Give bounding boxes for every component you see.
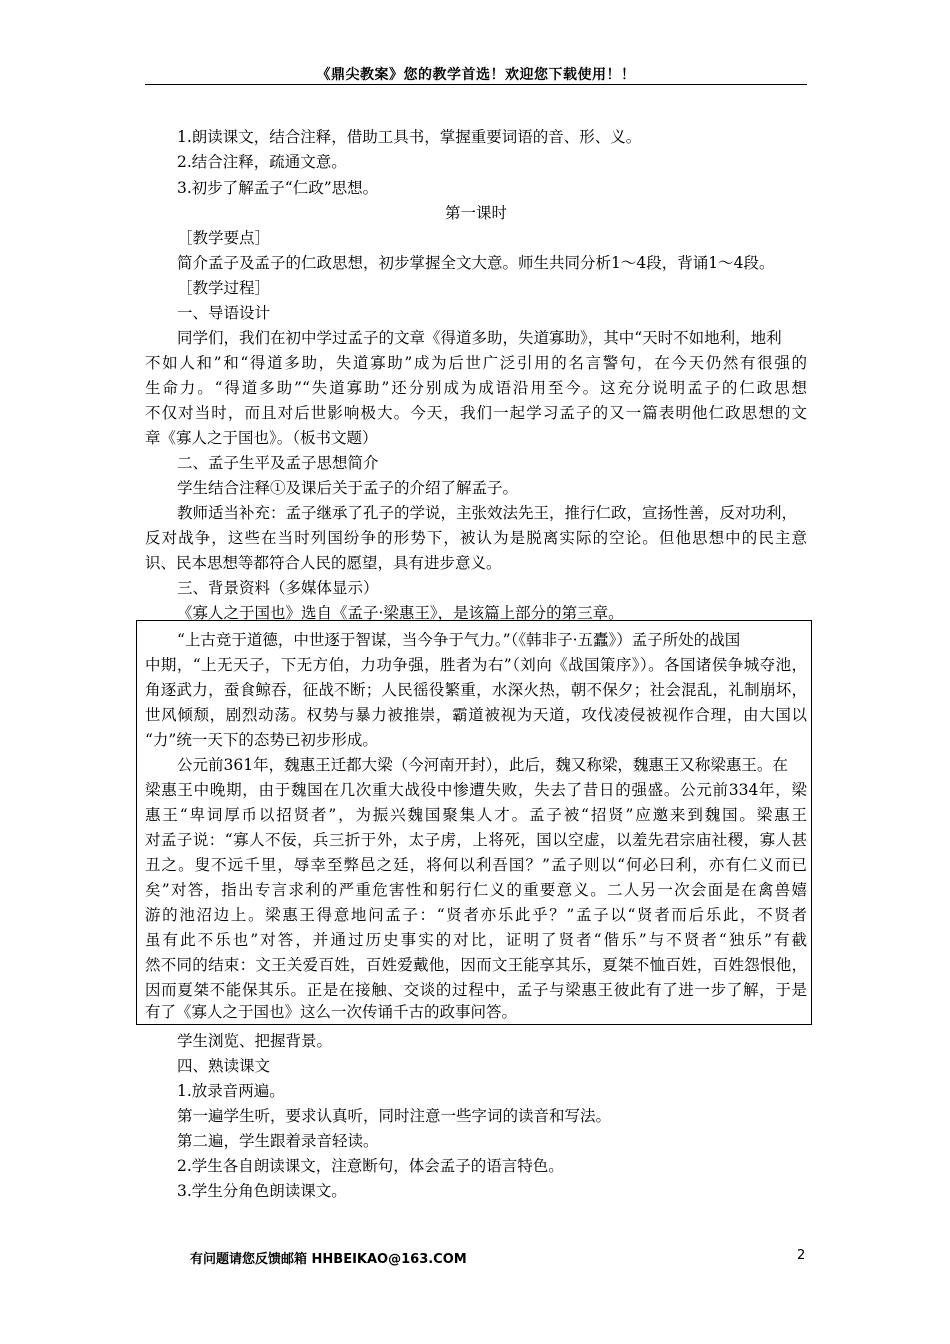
key-points-text: 简介孟子及孟子的仁政思想，初步掌握全文大意。师生共同分析1～4段，背诵1～4段。	[177, 254, 775, 272]
section2-heading: 二、孟子生平及孟子思想简介	[177, 454, 379, 472]
box-line-9: 对孟子说：“寡人不佞，兵三折于外，太子虏，上将死，国以空虚，以羞先君宗庙社稷，寡人甚	[145, 831, 807, 849]
process-heading: ［教学过程］	[177, 279, 271, 297]
box-line-2: 中期，“上无天子，下无方伯，力功争强，胜者为右”（刘向《战国策序》）。各国诸侯争城夺池，	[145, 656, 807, 674]
key-points-heading: ［教学要点］	[177, 229, 271, 247]
box-line-11: 矣”对答，指出专言求利的严重危害性和躬行仁义的重要意义。二人另一次会面是在禽兽嬉	[145, 881, 807, 899]
section2-line-1: 学生结合注释①及课后关于孟子的介绍了解孟子。	[177, 479, 519, 497]
box-line-3: 角逐武力，蚕食鲸吞，征战不断；人民徭役繁重，水深火热，朝不保夕；社会混乱，礼制崩坏，	[145, 681, 807, 699]
section4-line-1: 1.放录音两遍。	[177, 1082, 285, 1100]
box-line-1: “上古竞于道德，中世逐于智谋，当今争于气力。”（《韩非子·五蠹》）孟子所处的战国	[177, 631, 741, 649]
page-header: 《鼎尖教案》您的教学首选！欢迎您下载使用！！	[316, 67, 636, 83]
box-line-4: 世风倾颓，剧烈动荡。权势与暴力被推崇，霸道被视为天道，攻伐凌侵被视作合理，由大国以	[145, 706, 807, 724]
section1-line-3: 生命力。“得道多助”“失道寡助”还分别成为成语沿用至今。这充分说明孟子的仁政思想	[145, 379, 807, 397]
box-line-6: 公元前361年，魏惠王迁都大梁（今河南开封），此后，魏又称梁，魏惠王又称梁惠王。在	[177, 756, 788, 774]
section2-line-4: 识、民本思想等都符合人民的愿望，具有进步意义。	[145, 554, 502, 572]
header-divider	[145, 84, 807, 85]
goal-2: 2.结合注释，疏通文意。	[177, 153, 347, 171]
box-line-16: 有了《寡人之于国也》这么一次传诵千古的政事问答。	[145, 1003, 518, 1021]
section3-after-box: 学生浏览、把握背景。	[177, 1032, 333, 1050]
section1-heading: 一、导语设计	[177, 304, 271, 322]
box-line-10: 丑之。叟不远千里，辱幸至弊邑之廷，将何以利吾国？”孟子则以“何必曰利，亦有仁义而已	[145, 856, 807, 874]
box-line-8: 惠王“卑词厚币以招贤者”，为振兴魏国聚集人才。孟子被“招贤”应邀来到魏国。梁惠王	[145, 806, 807, 824]
section2-line-3: 反对战争，这些在当时列国纷争的形势下，被认为是脱离实际的空论。但他思想中的民主意	[145, 529, 807, 547]
section4-line-2: 第一遍学生听，要求认真听，同时注意一些字词的读音和写法。	[177, 1107, 612, 1125]
section4-line-3: 第二遍，学生跟着录音轻读。	[177, 1132, 379, 1150]
goal-3: 3.初步了解孟子“仁政”思想。	[177, 179, 379, 197]
page-number: 2	[797, 1248, 806, 1263]
footer-feedback-email: 有问题请您反馈邮箱 HHBEIKAO@163.COM	[190, 1252, 467, 1267]
box-line-14: 然不同的结束：文王关爱百姓，百姓爱戴他，因而文王能享其乐，夏桀不恤百姓，百姓怨恨他，	[145, 956, 807, 974]
section4-line-4: 2.学生各自朗读课文，注意断句，体会孟子的语言特色。	[177, 1157, 564, 1175]
section4-line-5: 3.学生分角色朗读课文。	[177, 1182, 347, 1200]
section1-line-2: 不如人和”和“得道多助，失道寡助”成为后世广泛引用的名言警句，在今天仍然有很强的	[145, 354, 807, 372]
goal-1: 1.朗读课文，结合注释，借助工具书，掌握重要词语的音、形、义。	[177, 128, 642, 146]
box-line-7: 梁惠王中晚期，由于魏国在几次重大战役中惨遭失败，失去了昔日的强盛。公元前334年，梁	[145, 781, 807, 799]
box-line-15: 因而夏桀不能保其乐。正是在接触、交谈的过程中，孟子与梁惠王彼此有了进一步了解，于是	[145, 981, 807, 999]
box-line-5: “力”统一天下的态势已初步形成。	[145, 731, 378, 749]
section2-line-2: 教师适当补充：孟子继承了孔子的学说，主张效法先王，推行仁政，宣扬性善，反对功利，	[177, 504, 798, 522]
box-line-12: 游的池沼边上。梁惠王得意地问孟子：“贤者亦乐此乎？”孟子以“贤者而后乐此，不贤者	[145, 906, 807, 924]
lesson-title: 第一课时	[444, 204, 507, 222]
section1-line-1: 同学们，我们在初中学过孟子的文章《得道多助，失道寡助》，其中“天时不如地利，地利	[177, 329, 782, 347]
section3-heading: 三、背景资料（多媒体显示）	[177, 579, 379, 597]
section1-line-5: 章《寡人之于国也》。（板书文题）	[145, 429, 378, 447]
box-line-13: 虽有此不乐也”对答，并通过历史事实的对比，证明了贤者“偕乐”与不贤者“独乐”有截	[145, 931, 807, 949]
section4-heading: 四、熟读课文	[177, 1057, 271, 1075]
section3-line-1: 《寡人之于国也》选自《孟子·梁惠王》，是该篇上部分的第三章。	[177, 604, 624, 622]
section1-line-4: 不仅对当时，而且对后世影响极大。今天，我们一起学习孟子的又一篇表明他仁政思想的文	[145, 404, 807, 422]
